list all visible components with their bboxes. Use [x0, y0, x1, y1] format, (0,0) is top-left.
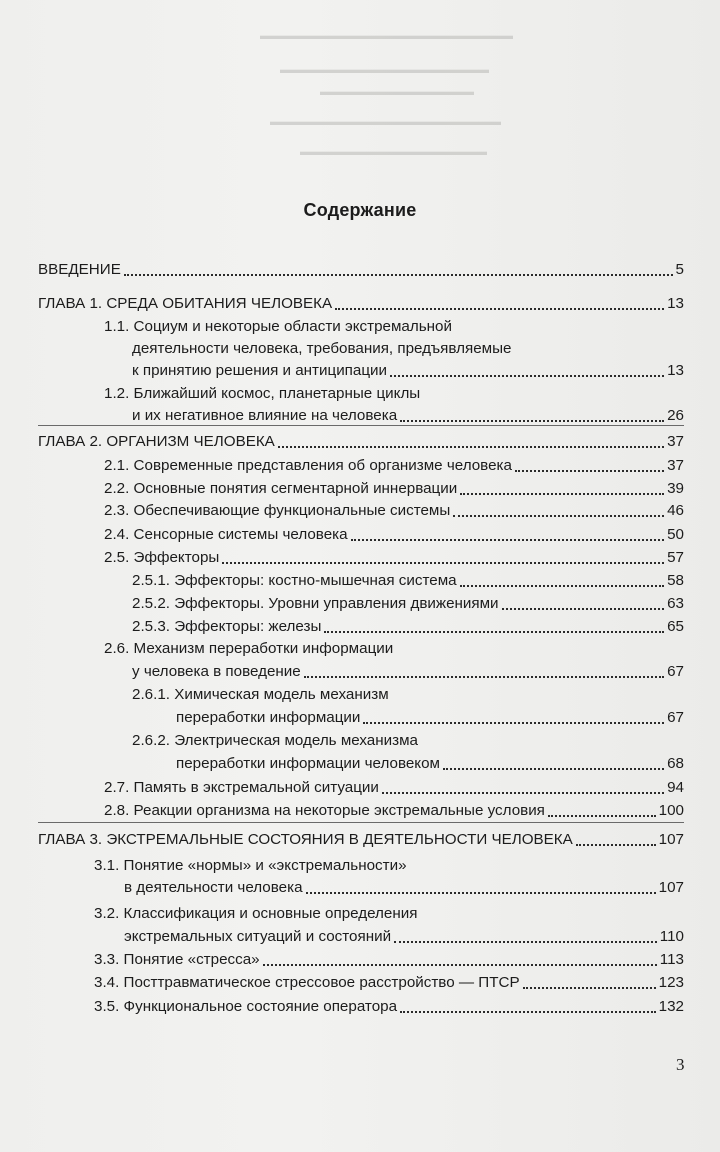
toc-entry: [104, 479, 684, 499]
toc-entry-page: 50: [667, 526, 684, 543]
toc-entry-page: 132: [658, 998, 684, 1015]
show-through-text: ▬▬▬▬▬▬▬▬▬▬▬▬▬▬▬▬▬▬▬▬▬: [270, 116, 501, 128]
toc-entry: [94, 997, 684, 1017]
toc-entry-page: 107: [658, 879, 684, 896]
toc-entry-title: 2.5.1. Эффекторы: костно-мышечная система: [132, 572, 457, 589]
toc-entry: [132, 406, 684, 426]
dot-leader: [515, 470, 664, 472]
dot-leader: [390, 375, 664, 377]
toc-entry-title: к принятию решения и антиципации: [132, 362, 388, 379]
toc-entry: [38, 260, 684, 280]
dot-leader: [263, 964, 657, 966]
toc-entry-page: 100: [658, 802, 684, 819]
toc-entry-title: экстремальных ситуаций и состояний: [124, 928, 392, 945]
toc-entry-page: 37: [667, 433, 684, 450]
toc-entry-page: 37: [667, 457, 684, 474]
toc-entry-title: деятельности человека, требования, предъявляемые: [132, 340, 512, 357]
toc-entry-title: 3.2. Классификация и основные определения: [94, 905, 418, 922]
toc-entry-title: 2.6. Механизм переработки информации: [104, 640, 394, 657]
toc-entry-title: у человека в поведение: [132, 663, 301, 680]
toc-entry-title: 2.1. Современные представления об организме человека: [104, 457, 512, 474]
toc-entry: [94, 950, 684, 970]
toc-entry-title: 3.4. Посттравматическое стрессовое расстройство — ПТСР: [94, 974, 520, 991]
dot-leader: [460, 585, 665, 587]
toc-entry-page: 113: [659, 951, 684, 968]
dot-leader: [523, 987, 656, 989]
toc-entry-title: 1.1. Социум и некоторые области экстремальной: [104, 318, 452, 335]
toc-entry-title: ГЛАВА 1. СРЕДА ОБИТАНИЯ ЧЕЛОВЕКА: [38, 295, 333, 312]
toc-entry-page: 123: [658, 974, 684, 991]
toc-entry-title: 1.2. Ближайший космос, планетарные циклы: [104, 385, 421, 402]
dot-leader: [124, 274, 673, 276]
toc-entry: [132, 617, 684, 637]
dot-leader: [278, 446, 664, 448]
dot-leader: [400, 420, 664, 422]
toc-entry-title: 2.5.2. Эффекторы. Уровни управления движениями: [132, 595, 499, 612]
toc-entry: [38, 830, 684, 850]
toc-entry: [176, 754, 684, 774]
toc-entry-page: 67: [667, 663, 684, 680]
dot-leader: [394, 941, 657, 943]
toc-entry-page: 63: [667, 595, 684, 612]
toc-entry-title: 2.6.1. Химическая модель механизм: [132, 686, 389, 703]
chapter-divider: [38, 822, 684, 823]
toc-entry-title: переработки информации человеком: [176, 755, 440, 772]
dot-leader: [351, 539, 665, 541]
toc-entry: [176, 708, 684, 728]
toc-entry: [38, 294, 684, 314]
toc-entry: [104, 501, 684, 521]
dot-leader: [222, 562, 664, 564]
toc-entry: [104, 801, 684, 821]
toc-entry-title: 2.4. Сенсорные системы человека: [104, 526, 348, 543]
toc-entry-page: 107: [658, 831, 684, 848]
page-number: 3: [676, 1055, 685, 1074]
dot-leader: [576, 844, 656, 846]
toc-entry-title: 2.8. Реакции организма на некоторые экстремальные условия: [104, 802, 545, 819]
toc-entry-page: 39: [667, 480, 684, 497]
toc-entry-title: 3.5. Функциональное состояние оператора: [94, 998, 398, 1015]
toc-entry-title: в деятельности человека: [124, 879, 303, 896]
toc-entry: [104, 548, 684, 568]
toc-entry: [132, 361, 684, 381]
toc-entry-page: 65: [667, 618, 684, 635]
toc-entry-title: и их негативное влияние на человека: [132, 407, 398, 424]
dot-leader: [382, 792, 664, 794]
toc-entry-title: 2.5. Эффекторы: [104, 549, 220, 566]
toc-entry: [124, 927, 684, 947]
toc-entry-page: 57: [667, 549, 684, 566]
toc-entry-title: переработки информации: [176, 709, 361, 726]
dot-leader: [363, 722, 664, 724]
dot-leader: [460, 493, 664, 495]
toc-entry-title: 2.6.2. Электрическая модель механизма: [132, 732, 418, 749]
toc-entry: [104, 778, 684, 798]
toc-entry-page: 13: [667, 295, 684, 312]
toc-entry-page: 26: [667, 407, 684, 424]
dot-leader: [453, 515, 664, 517]
toc-entry: [38, 432, 684, 452]
toc-entry: [132, 571, 684, 591]
toc-entry-title: 3.1. Понятие «нормы» и «экстремальности»: [94, 857, 407, 874]
toc-entry-page: 67: [667, 709, 684, 726]
dot-leader: [306, 892, 656, 894]
toc-entry-page: 68: [667, 755, 684, 772]
chapter-divider: [38, 425, 684, 426]
toc-entry-title: 2.2. Основные понятия сегментарной иннервации: [104, 480, 458, 497]
show-through-text: ▬▬▬▬▬▬▬▬▬▬▬▬▬▬▬▬▬: [300, 146, 487, 158]
toc-entry-title: ГЛАВА 2. ОРГАНИЗМ ЧЕЛОВЕКА: [38, 433, 275, 450]
show-through-text: ▬▬▬▬▬▬▬▬▬▬▬▬▬▬: [320, 86, 474, 98]
toc-entry-page: 58: [667, 572, 684, 589]
dot-leader: [400, 1011, 656, 1013]
dot-leader: [335, 308, 664, 310]
show-through-text: ▬▬▬▬▬▬▬▬▬▬▬▬▬▬▬▬▬▬▬▬▬▬▬: [260, 30, 513, 42]
toc-entry: [132, 662, 684, 682]
dot-leader: [304, 676, 664, 678]
toc-entry: [94, 973, 684, 993]
toc-entry-title: 2.7. Память в экстремальной ситуации: [104, 779, 379, 796]
toc-entry-page: 13: [667, 362, 684, 379]
toc-entry-page: 5: [675, 261, 684, 278]
show-through-text: ▬▬▬▬▬▬▬▬▬▬▬▬▬▬▬▬▬▬▬: [280, 64, 489, 76]
dot-leader: [443, 768, 664, 770]
toc-entry-title: ГЛАВА 3. ЭКСТРЕМАЛЬНЫЕ СОСТОЯНИЯ В ДЕЯТЕЛЬНОСТИ ЧЕЛОВЕКА: [38, 831, 573, 848]
toc-entry-title: 2.5.3. Эффекторы: железы: [132, 618, 322, 635]
dot-leader: [324, 631, 664, 633]
toc-entry: [124, 878, 684, 898]
toc-entry-title: 2.3. Обеспечивающие функциональные системы: [104, 502, 451, 519]
toc-entry-page: 94: [667, 779, 684, 796]
toc-entry: [104, 456, 684, 476]
toc-entry-page: 110: [659, 928, 684, 945]
toc-entry: [104, 525, 684, 545]
toc-entry-page: 46: [667, 502, 684, 519]
page-title: Содержание: [303, 200, 417, 220]
dot-leader: [502, 608, 665, 610]
dot-leader: [548, 815, 656, 817]
toc-entry-title: 3.3. Понятие «стресса»: [94, 951, 260, 968]
toc-entry-title: ВВЕДЕНИЕ: [38, 261, 121, 278]
toc-entry: [132, 594, 684, 614]
